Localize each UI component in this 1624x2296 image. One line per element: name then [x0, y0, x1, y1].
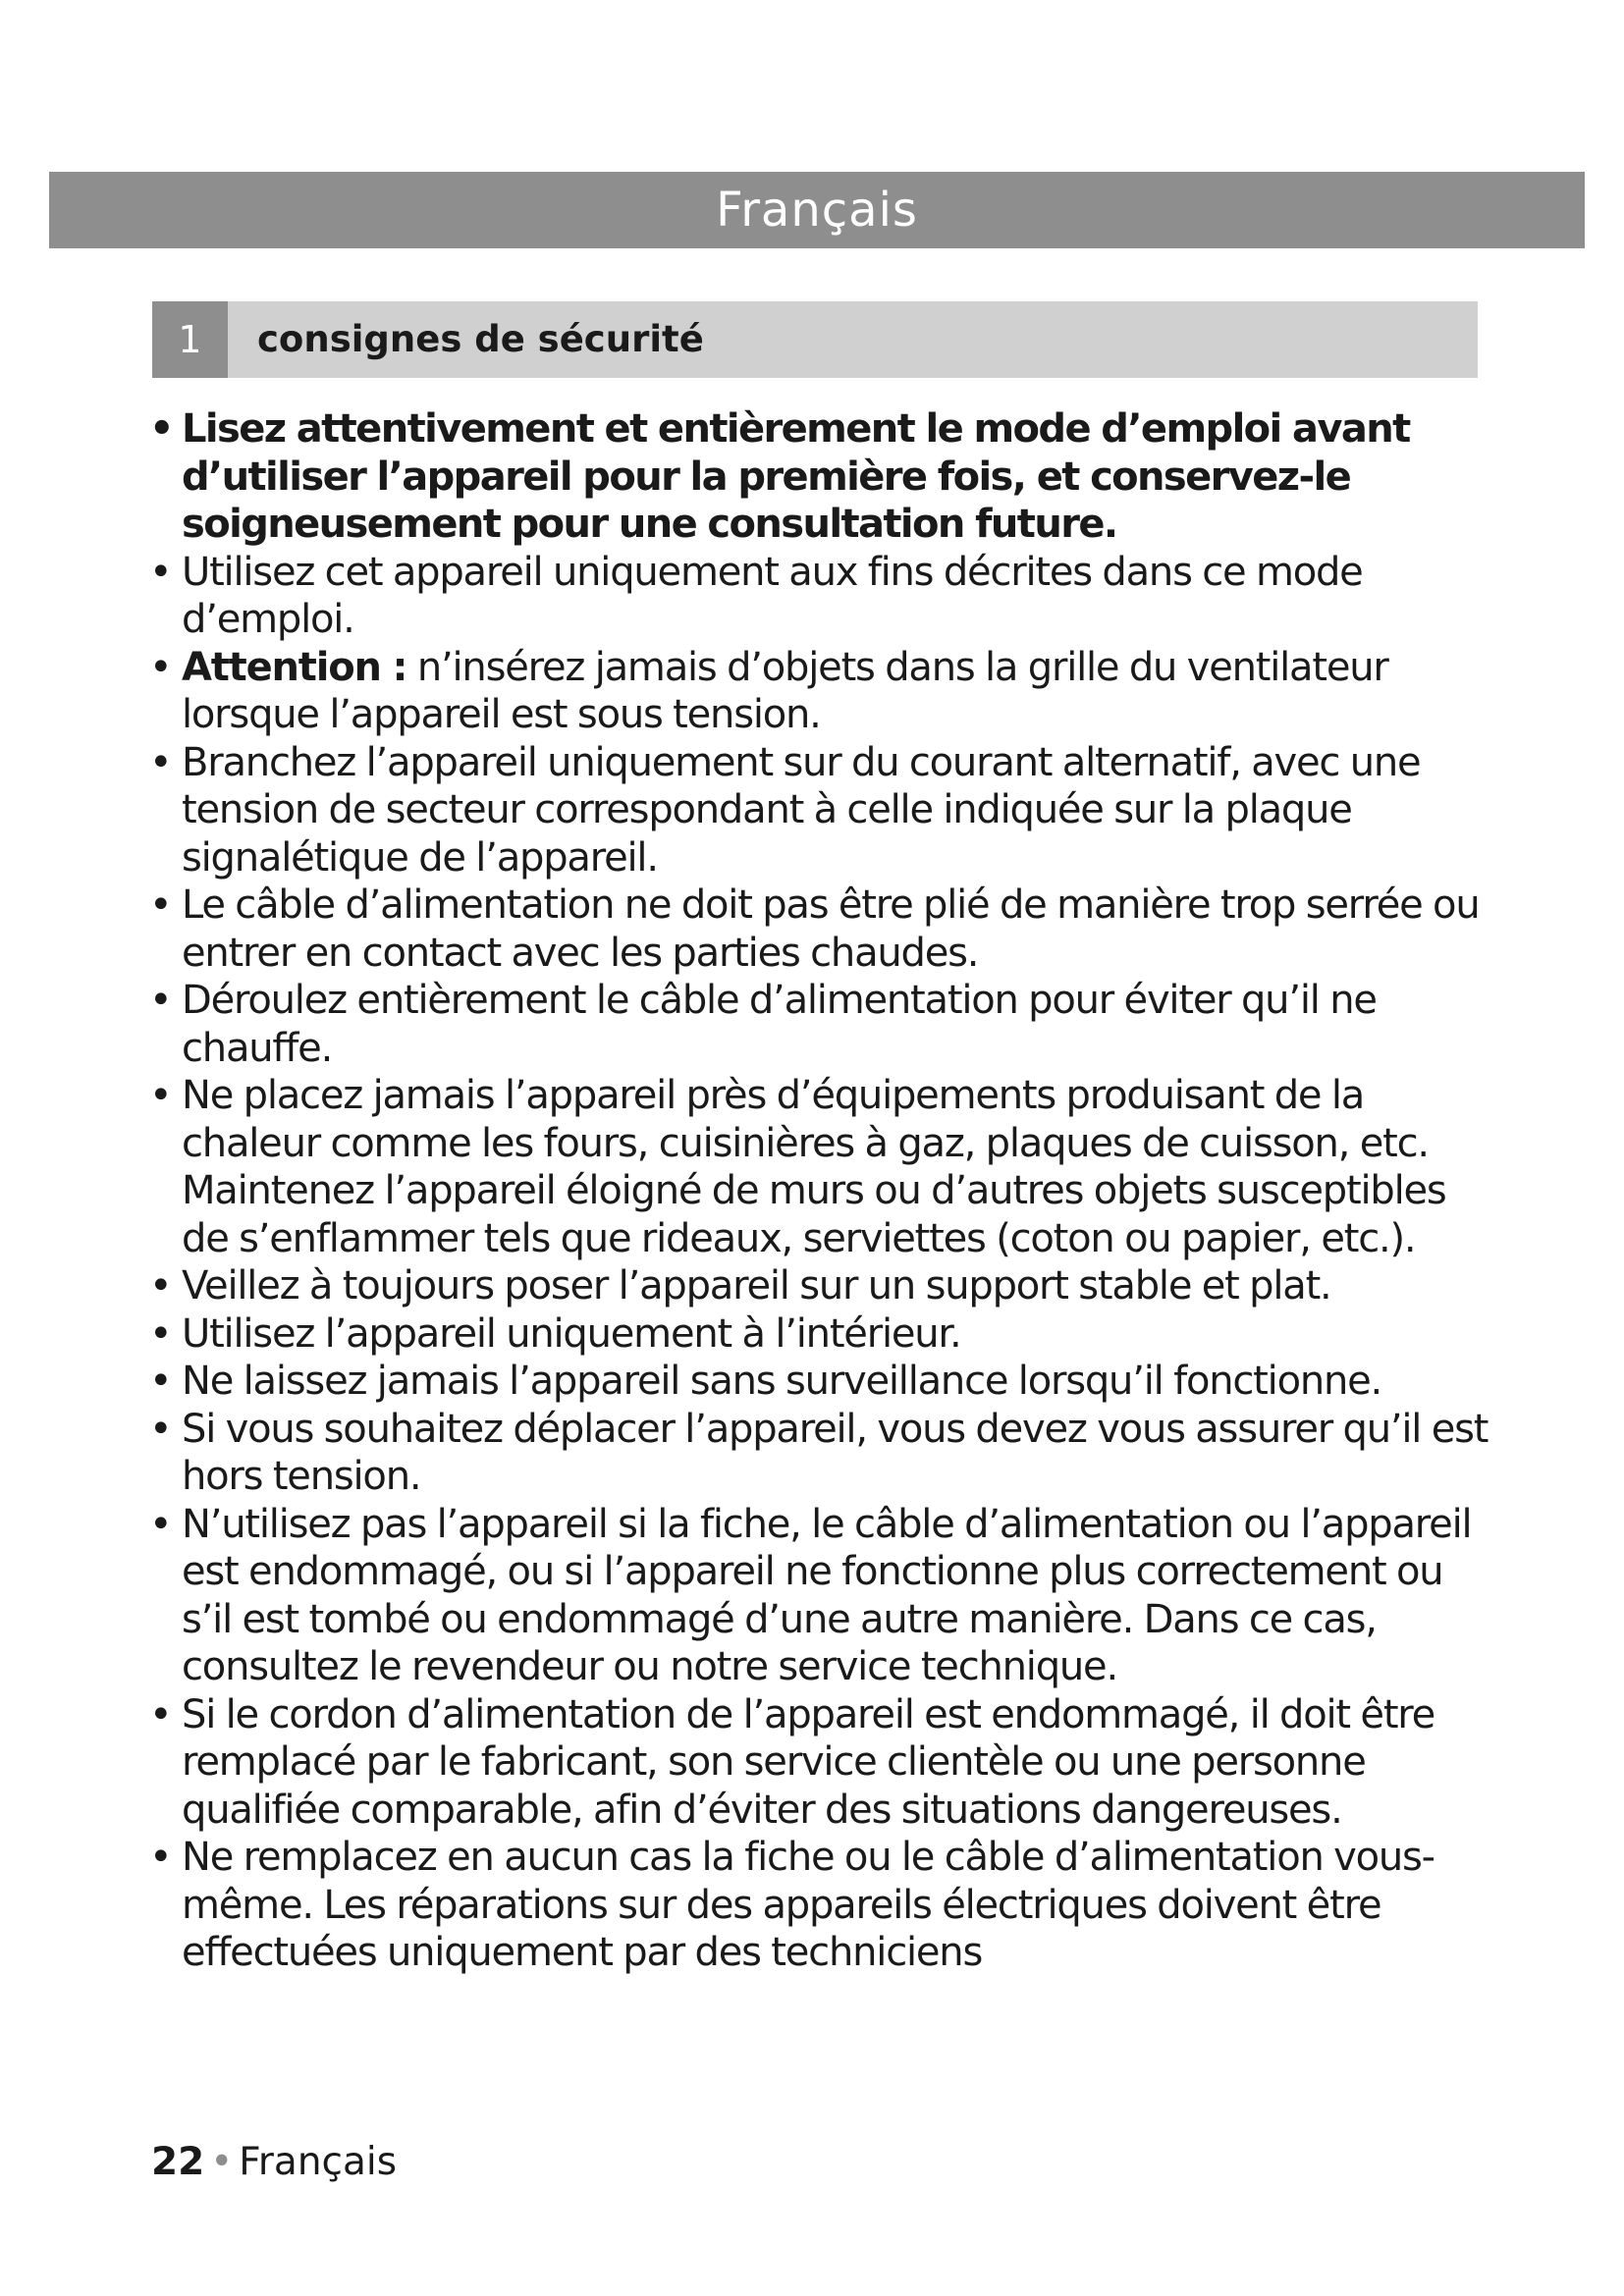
language-banner-label: Français [716, 183, 918, 238]
list-item-text: Le câble d’alimentation ne doit pas être plié de manière trop serrée ou entrer en contact avec les parties chaudes. [182, 882, 1480, 976]
list-item [149, 1358, 1494, 1406]
list-item-text: Lisez attentivement et entièrement le mode d’emploi avant d’utiliser l’appareil pour la première fois, et conservez-le soigneusement pour une consultation future. [182, 406, 1410, 547]
list-item [149, 1834, 1494, 1977]
list-item-text: Ne laissez jamais l’appareil sans surveillance lorsqu’il fonctionne. [182, 1359, 1382, 1404]
list-item-text: Utilisez l’appareil uniquement à l’intérieur. [182, 1310, 961, 1357]
list-item-label: Attention : [182, 644, 407, 690]
list-item-text: n’insérez jamais d’objets dans la grille du ventilateur lorsque l’appareil est sous tension. [182, 644, 1388, 737]
list-item [149, 644, 1494, 739]
section-number: 1 [152, 301, 228, 378]
page-number: 22 [151, 2140, 205, 2184]
page-footer [151, 2138, 397, 2187]
list-item [149, 881, 1494, 977]
safety-instructions [149, 405, 1494, 1977]
list-item-text: N’utilisez pas l’appareil si la fiche, le câble d’alimentation ou l’appareil est endommagé, ou si l’appareil ne fonctionne plus correctement ou s’il est tombé ou endommagé d’une autre manière. Dans ce cas, consultez le revendeur ou notre service technique. [182, 1501, 1472, 1689]
list-item [149, 1501, 1494, 1691]
list-item-text: Ne placez jamais l’appareil près d’équipements produisant de la chaleur comme les fours, cuisinières à gaz, plaques de cuisson, etc. Maintenez l’appareil éloigné de murs ou d’autres objets susceptibles de s’enflammer tels que rideaux, serviettes (coton ou papier, etc.). [182, 1073, 1446, 1261]
list-item [149, 1262, 1494, 1310]
list-item [149, 1072, 1494, 1262]
list-item [149, 1310, 1494, 1359]
list-item-text: Si vous souhaitez déplacer l’appareil, vous devez vous assurer qu’il est hors tension. [182, 1406, 1489, 1499]
list-item-text: Utilisez cet appareil uniquement aux fins décrites dans ce mode d’emploi. [182, 549, 1363, 642]
list-item-text: Si le cordon d’alimentation de l’appareil est endommagé, il doit être remplacé par le fabricant, son service clientèle ou une personne qualifiée comparable, afin d’éviter des situations dangereuses. [182, 1691, 1435, 1833]
footer-separator: • [210, 2140, 234, 2184]
safety-list [149, 405, 1494, 1977]
list-item [149, 549, 1494, 644]
footer-language: Français [239, 2140, 398, 2184]
language-banner [49, 172, 1585, 248]
list-item [149, 1691, 1494, 1835]
list-item [149, 1406, 1494, 1501]
list-item [149, 977, 1494, 1072]
section-title: consignes de sécurité [257, 318, 704, 360]
section-heading [152, 301, 1478, 378]
list-item-text: Veillez à toujours poser l’appareil sur un support stable et plat. [182, 1263, 1331, 1308]
list-item-text: Déroulez entièrement le câble d’alimentation pour éviter qu’il ne chauffe. [182, 978, 1377, 1071]
list-item-text: Branchez l’appareil uniquement sur du courant alternatif, avec une tension de secteur correspondant à celle indiquée sur la plaque signalétique de l’appareil. [182, 739, 1421, 881]
list-item [149, 405, 1494, 549]
list-item [149, 739, 1494, 882]
list-item-text: Ne remplacez en aucun cas la fiche ou le câble d’alimentation vous-même. Les réparations sur des appareils électriques doivent être effectuées uniquement par des techniciens [182, 1835, 1435, 1975]
